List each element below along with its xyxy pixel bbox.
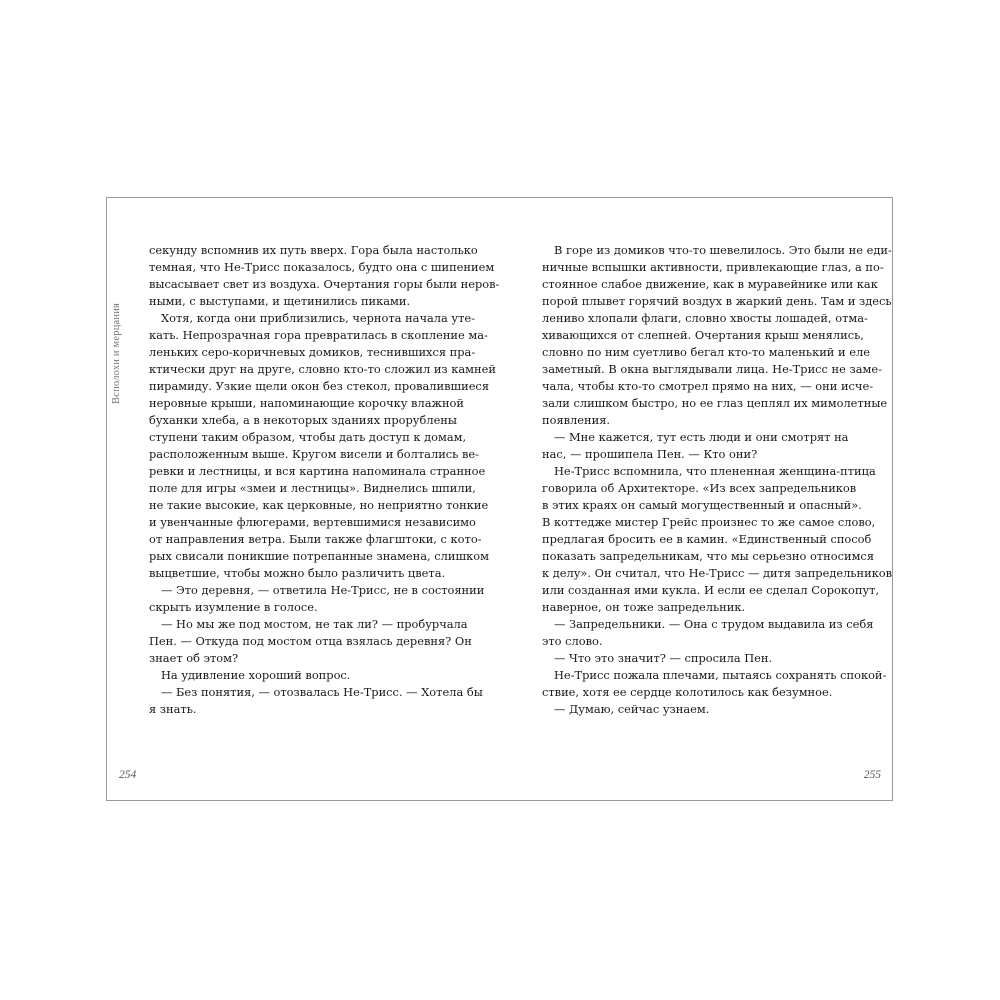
running-head: Всполохи и мерцания bbox=[111, 302, 122, 404]
text-line: ревки и лестницы, и вся картина напоминала странное bbox=[149, 464, 486, 478]
text-line: заметный. В окна выглядывали лица. Не-Трисс не заме- bbox=[542, 362, 882, 376]
text-line: Не-Трисс вспомнила, что плененная женщина-птица bbox=[554, 464, 876, 478]
text-line: словно по ним суетливо бегал кто-то маленький и еле bbox=[542, 345, 870, 359]
text-line: я знать. bbox=[149, 702, 197, 716]
text-line: скрыть изумление в голосе. bbox=[149, 600, 318, 614]
text-line: зали слишком быстро, но ее глаз цеплял их мимолетные bbox=[542, 396, 888, 410]
text-line: ствие, хотя ее сердце колотилось как безумное. bbox=[542, 685, 833, 699]
text-line: лениво хлопали флаги, словно хвосты лошадей, отма- bbox=[542, 311, 868, 325]
text-line: — Что это значит? — спросила Пен. bbox=[554, 651, 773, 665]
text-line: В коттедже мистер Грейс произнес то же самое слово, bbox=[542, 515, 876, 529]
text-line: расположенным выше. Кругом висели и болтались ве- bbox=[149, 447, 479, 461]
page-number-right: 255 bbox=[863, 769, 881, 781]
text-line: высасывает свет из воздуха. Очертания горы были неров- bbox=[149, 277, 500, 291]
text-line: — Без понятия, — отозвалась Не-Трисс. — Хотела бы bbox=[161, 685, 483, 699]
text-line: это слово. bbox=[542, 634, 603, 648]
text-line: предлагая бросить ее в камин. «Единственный способ bbox=[542, 532, 872, 546]
left-page-text bbox=[149, 242, 500, 718]
text-line: ными, с выступами, и щетинились пиками. bbox=[149, 294, 411, 308]
text-line: ступени таким образом, чтобы дать доступ к домам, bbox=[149, 430, 467, 444]
text-line: неровные крыши, напоминающие корочку влажной bbox=[149, 396, 464, 410]
text-line: пирамиду. Узкие щели окон без стекол, провалившиеся bbox=[149, 379, 490, 393]
text-line: — Это деревня, — ответила Не-Трисс, не в состоянии bbox=[161, 583, 485, 597]
text-line: Не-Трисс пожала плечами, пытаясь сохранять спокой- bbox=[554, 668, 887, 682]
text-line: чала, чтобы кто-то смотрел прямо на них, — они исче- bbox=[542, 379, 874, 393]
text-line: леньких серо-коричневых домиков, теснившихся пра- bbox=[149, 345, 476, 359]
text-line: — Думаю, сейчас узнаем. bbox=[554, 702, 710, 716]
text-line: и увенчанные флюгерами, вертевшимися независимо bbox=[149, 515, 476, 529]
left-page bbox=[107, 198, 500, 800]
text-line: рых свисали поникшие потрепанные знамена, слишком bbox=[149, 549, 489, 563]
text-line: поле для игры «змеи и лестницы». Виднелись шпили, bbox=[149, 481, 476, 495]
text-line: в этих краях он самый могущественный и опасный». bbox=[542, 498, 862, 512]
text-line: хивающихся от слепней. Очертания крыш менялись, bbox=[542, 328, 864, 342]
text-line: знает об этом? bbox=[149, 651, 239, 665]
text-line: выцветшие, чтобы можно было различить цвета. bbox=[149, 566, 446, 580]
text-line: — Но мы же под мостом, не так ли? — пробурчала bbox=[161, 617, 468, 631]
text-line: нас, — прошипела Пен. — Кто они? bbox=[542, 447, 758, 461]
text-line: — Запредельники. — Она с трудом выдавила из себя bbox=[554, 617, 874, 631]
text-line: ничные вспышки активности, привлекающие глаз, а по- bbox=[542, 260, 884, 274]
text-line: секунду вспомнив их путь вверх. Гора была настолько bbox=[149, 243, 478, 257]
text-line: темная, что Не-Трисс показалось, будто она с шипением bbox=[149, 260, 495, 274]
text-line: Пен. — Откуда под мостом отца взялась деревня? Он bbox=[149, 634, 472, 648]
text-line: или созданная ими кукла. И если ее сделал Сорокопут, bbox=[542, 583, 880, 597]
book-spread bbox=[106, 197, 893, 801]
text-line: показать запредельникам, что мы серьезно относимся bbox=[542, 549, 875, 563]
text-line: В горе из домиков что-то шевелилось. Это были не еди- bbox=[554, 243, 892, 257]
page-number-left: 254 bbox=[119, 769, 137, 781]
right-page bbox=[500, 198, 893, 800]
text-line: стоянное слабое движение, как в муравейнике или как bbox=[542, 277, 878, 291]
right-page-text bbox=[542, 242, 893, 718]
text-line: Хотя, когда они приблизились, чернота начала утe- bbox=[161, 311, 476, 325]
text-line: к делу». Он считал, что Не-Трисс — дитя запредельников bbox=[542, 566, 893, 580]
text-line: не такие высокие, как церковные, но неприятно тонкие bbox=[149, 498, 489, 512]
text-line: порой плывет горячий воздух в жаркий день. Там и здесь bbox=[542, 294, 892, 308]
text-line: буханки хлеба, а в некоторых зданиях прорублены bbox=[149, 413, 457, 427]
text-line: На удивление хороший вопрос. bbox=[161, 668, 351, 682]
text-line: наверное, он тоже запредельник. bbox=[542, 600, 746, 614]
text-line: от направления ветра. Были также флагштоки, с кото- bbox=[149, 532, 482, 546]
text-line: появления. bbox=[542, 413, 611, 427]
text-line: ктически друг на друге, словно кто-то сложил из камней bbox=[149, 362, 496, 376]
text-line: говорила об Архитекторе. «Из всех запредельников bbox=[542, 481, 857, 495]
text-line: кать. Непрозрачная гора превратилась в скопление ма- bbox=[149, 328, 488, 342]
text-line: — Мне кажется, тут есть люди и они смотрят на bbox=[554, 430, 849, 444]
